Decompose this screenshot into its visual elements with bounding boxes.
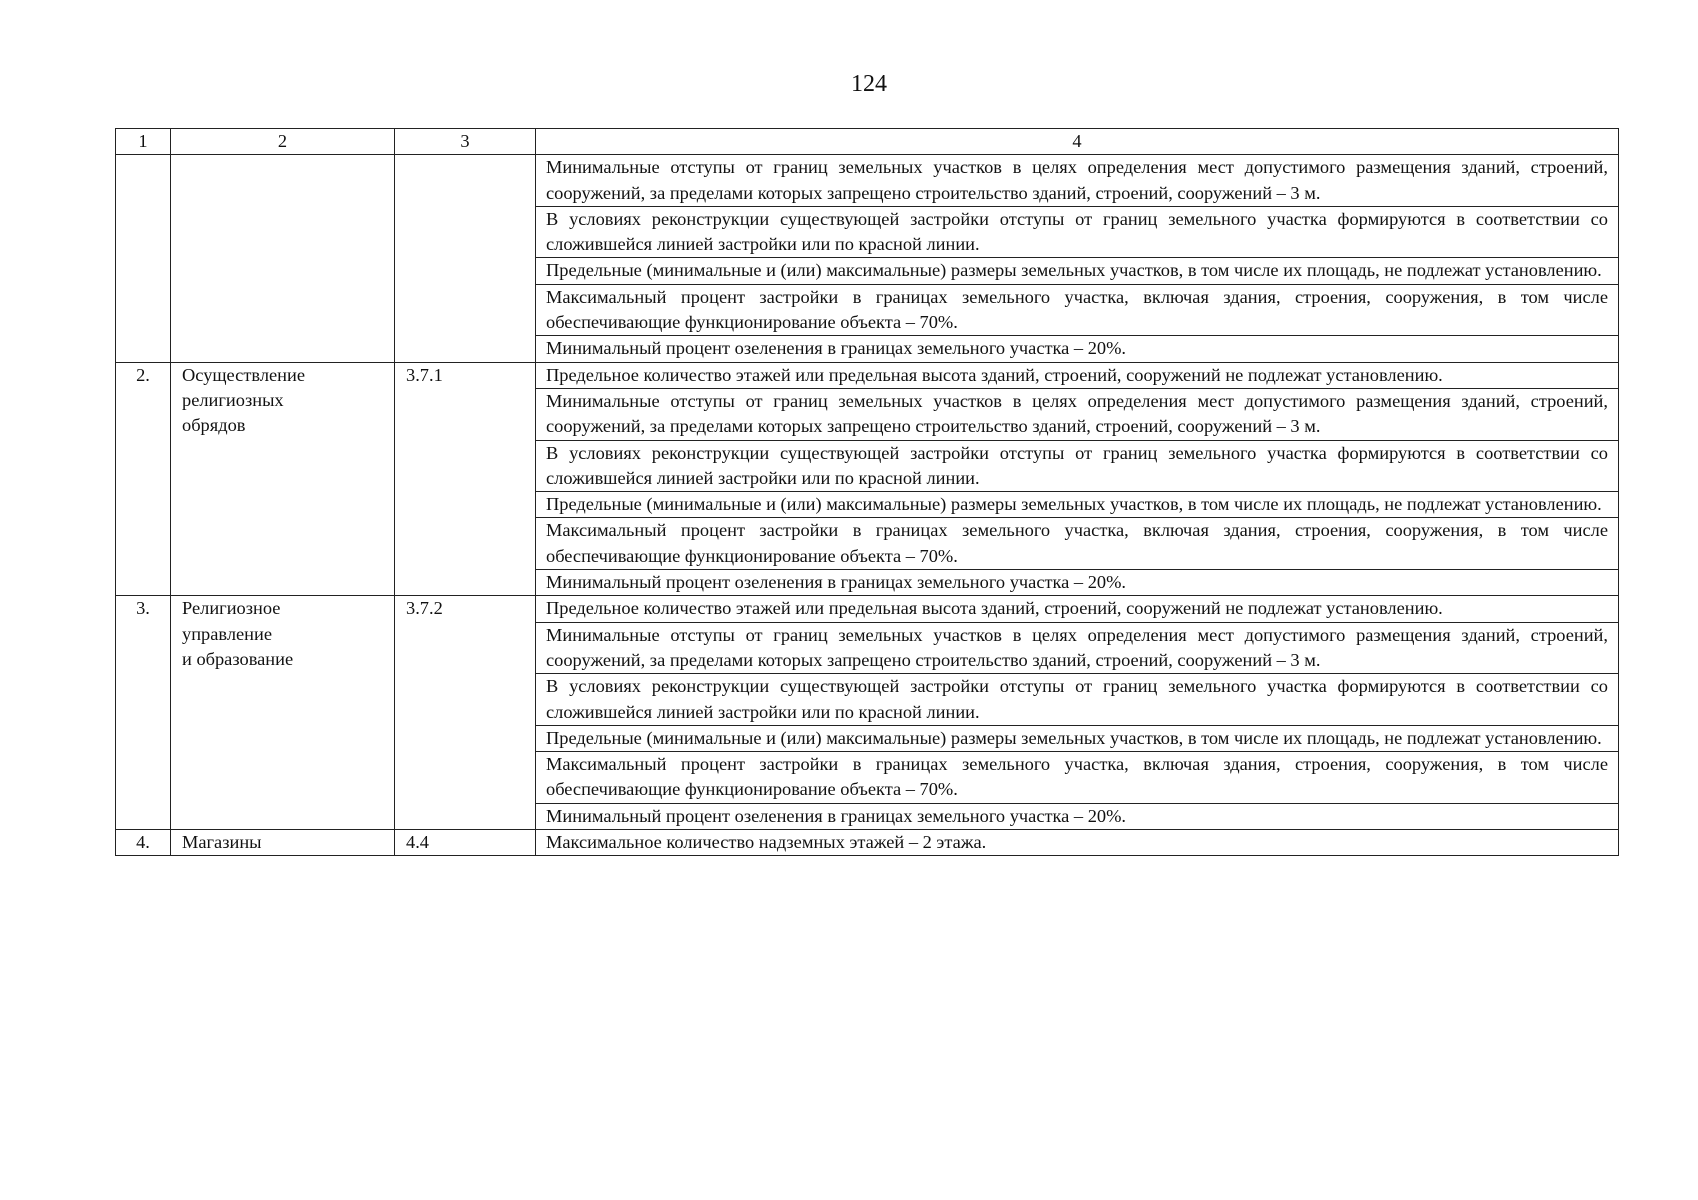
table-header-row: [116, 129, 1619, 155]
row-number-cell: 2.: [116, 362, 171, 596]
rule-cell: Минимальные отступы от границ земельных участков в целях определения мест допустимого размещения зданий, строений, сооружений, за пределами которых запрещено строительство зданий, строений, сооружений – 3 м.: [536, 388, 1619, 440]
table-row: [116, 362, 1619, 388]
row-number-cell: 3.: [116, 596, 171, 830]
use-code-cell: [395, 155, 536, 362]
rule-cell: Предельное количество этажей или предельная высота зданий, строений, сооружений не подлежат установлению.: [536, 596, 1619, 622]
use-name-line: обрядов: [182, 415, 246, 436]
page-number: 124: [851, 71, 887, 97]
use-name-line: управление: [182, 623, 273, 644]
use-name-cell: [171, 596, 395, 830]
table-row: [116, 830, 1619, 856]
row-number-cell: 4.: [116, 830, 171, 856]
use-name-cell: [171, 830, 395, 856]
rule-cell: В условиях реконструкции существующей застройки отступы от границ земельного участка формируются в соответствии со сложившейся линией застройки или по красной линии.: [536, 206, 1619, 258]
use-name-line: религиозных: [182, 389, 284, 410]
column-header: 4: [536, 129, 1619, 155]
use-name-line: Осуществление: [182, 364, 306, 385]
use-code-cell: 3.7.1: [395, 362, 536, 596]
rule-cell: В условиях реконструкции существующей застройки отступы от границ земельного участка формируются в соответствии со сложившейся линией застройки или по красной линии.: [536, 674, 1619, 726]
rule-cell: Максимальный процент застройки в границах земельного участка, включая здания, строения, сооружения, в том числе обеспечивающие функционирование объекта – 70%.: [536, 284, 1619, 336]
use-name-cell: [171, 362, 395, 596]
use-code-cell: 4.4: [395, 830, 536, 856]
rule-cell: Минимальный процент озеленения в границах земельного участка – 20%.: [536, 803, 1619, 829]
column-header: 1: [116, 129, 171, 155]
rule-cell: Предельные (минимальные и (или) максимальные) размеры земельных участков, в том числе их площадь, не подлежат установлению.: [536, 725, 1619, 751]
use-name-line: Магазины: [182, 832, 262, 853]
rule-cell: Предельные (минимальные и (или) максимальные) размеры земельных участков, в том числе их площадь, не подлежат установлению.: [536, 492, 1619, 518]
rule-cell: Предельное количество этажей или предельная высота зданий, строений, сооружений не подлежат установлению.: [536, 362, 1619, 388]
regulations-table: [115, 128, 1619, 856]
use-name-line: Религиозное: [182, 598, 281, 619]
rule-cell: Минимальные отступы от границ земельных участков в целях определения мест допустимого размещения зданий, строений, сооружений, за пределами которых запрещено строительство зданий, строений, сооружений – 3 м.: [536, 622, 1619, 674]
table-row: [116, 155, 1619, 207]
use-code-cell: 3.7.2: [395, 596, 536, 830]
use-name-line: и образование: [182, 648, 294, 669]
rule-cell: Максимальное количество надземных этажей – 2 этажа.: [536, 830, 1619, 856]
rule-cell: Предельные (минимальные и (или) максимальные) размеры земельных участков, в том числе их площадь, не подлежат установлению.: [536, 258, 1619, 284]
use-name-cell: [171, 155, 395, 362]
rule-cell: Минимальный процент озеленения в границах земельного участка – 20%.: [536, 570, 1619, 596]
table-row: [116, 596, 1619, 622]
column-header: 3: [395, 129, 536, 155]
rule-cell: Минимальный процент озеленения в границах земельного участка – 20%.: [536, 336, 1619, 362]
rule-cell: Минимальные отступы от границ земельных участков в целях определения мест допустимого размещения зданий, строений, сооружений, за пределами которых запрещено строительство зданий, строений, сооружений – 3 м.: [536, 155, 1619, 207]
rule-cell: Максимальный процент застройки в границах земельного участка, включая здания, строения, сооружения, в том числе обеспечивающие функционирование объекта – 70%.: [536, 518, 1619, 570]
rule-cell: В условиях реконструкции существующей застройки отступы от границ земельного участка формируются в соответствии со сложившейся линией застройки или по красной линии.: [536, 440, 1619, 492]
rule-cell: Максимальный процент застройки в границах земельного участка, включая здания, строения, сооружения, в том числе обеспечивающие функционирование объекта – 70%.: [536, 752, 1619, 804]
row-number-cell: [116, 155, 171, 362]
column-header: 2: [171, 129, 395, 155]
